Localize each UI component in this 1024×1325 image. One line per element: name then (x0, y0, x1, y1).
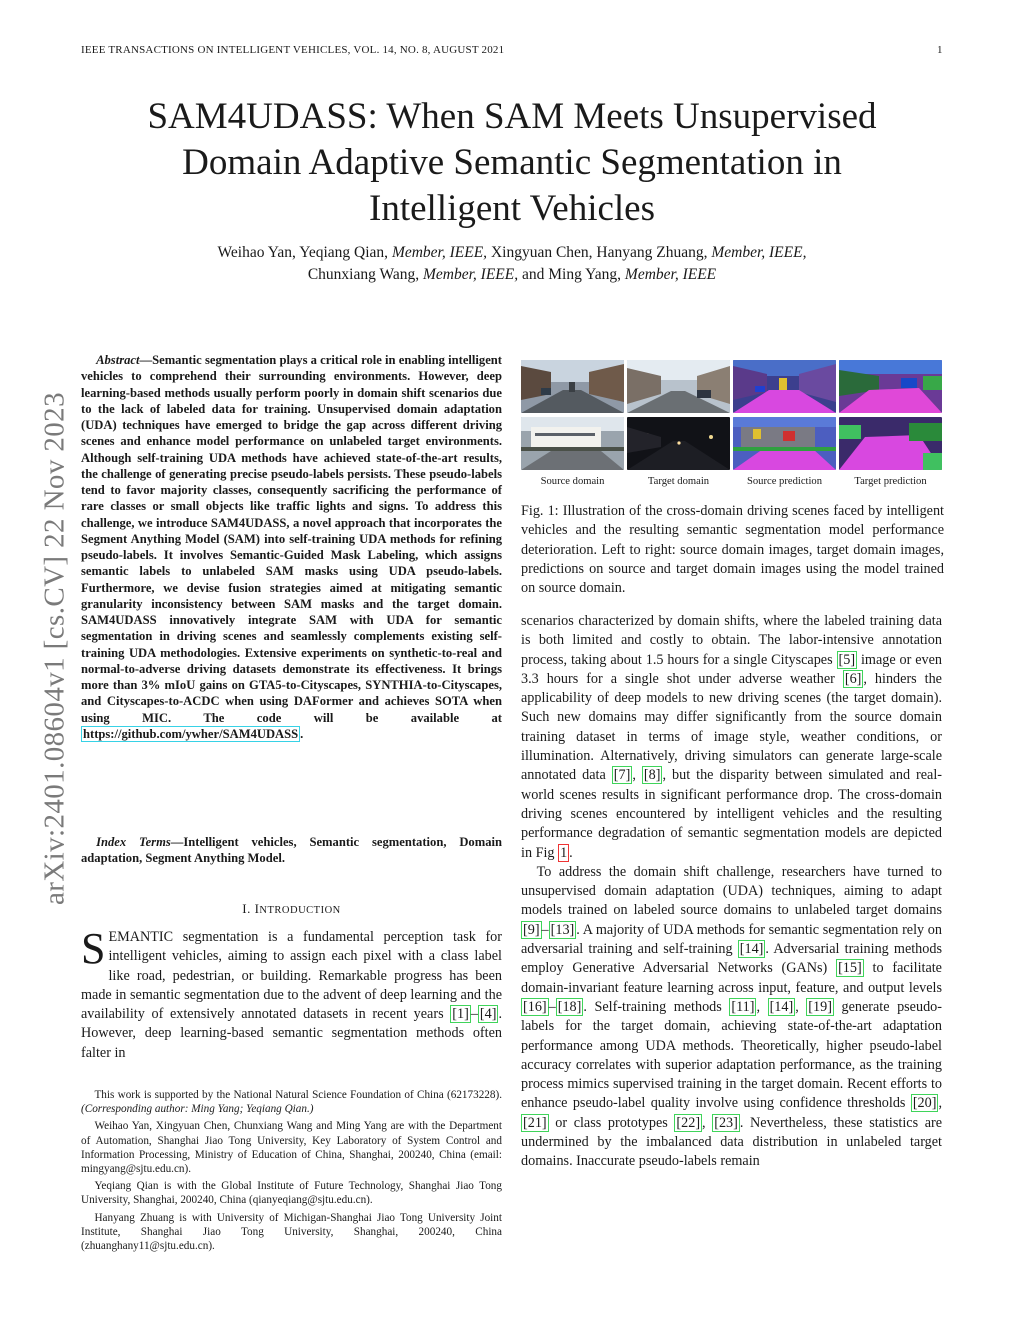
separator: , (702, 1114, 713, 1131)
author-list (80, 242, 944, 286)
body-text-run: or class prototypes (548, 1114, 675, 1131)
figure-caption: Fig. 1: Illustration of the cross-domain driving scenes faced by intelligent vehicles and the resulting semantic segmentation model performance deterioration. Left to right: source domain images, target domain images, predictions on source and target domain images using the model trained on source domain. (521, 503, 944, 597)
body-text-run: image or even 3.3 hours for a single shot under adverse weather (521, 651, 943, 687)
intro-first-word: EMANTIC (108, 929, 174, 945)
body-text-run: to facilitate domain-invariant feature learning across input, feature, and output levels (521, 960, 942, 996)
author-names: Chunxiang Wang, (307, 266, 420, 283)
citation-link[interactable]: [4] (479, 1006, 497, 1023)
author-affiliation: Member, IEEE (624, 266, 717, 283)
section-title-first: I (254, 901, 260, 916)
figure-label: Source domain (540, 476, 605, 487)
body-text-run: . Nevertheless, these statistics are undermined by the imbalanced data distribution in unlabeled target domains. Inaccurate pseudo-labels remain (521, 1114, 943, 1170)
citation-link[interactable]: [13] (550, 921, 575, 938)
author-line (80, 242, 944, 264)
abstract-body: —Semantic segmentation plays a critical role in enabling intelligent vehicles to comprehend their surrounding environments. However, deep learning-based methods usually perform poorly in domain shift scenarios due to the lack of labeled data for training. Unsupervised domain adaptation (UDA) techniques have emerged to bridge the gap across different driving scenes and enhance model performance on unlabeled target environments. Although self-training UDA methods have achieved state-of-the-art results, the challenge of generating precise pseudo-labels persists. These pseudo-labels tend to favor majority classes, consequently sacrificing the performance of rare classes or small objects like traffic lights and signs. To address this challenge, we introduce SAM4UDASS, a novel approach that incorporates the Segment Anything Model (SAM) into self-training UDA methods for refining pseudo-labels. It involves Semantic-Guided Mask Labeling, which assigns semantic labels to unlabeled SAM masks using UDA pseudo-labels. Furthermore, we devise fusion strategies aimed at mitigating semantic granularity inconsistency between SAM masks and the target domain. SAM4UDASS innovatively integrate SAM with UDA for semantic segmentation in driving scenes and seamlessly complements existing self-training UDA methodologies. Extensive experiments on synthetic-to-real and normal-to-adverse driving datasets demonstrate its effectiveness. It brings more than 3% mIoU gains on GTA5-to-Cityscapes, SYNTHIA-to-Cityscapes, and Cityscapes-to-ACDC when using DAFormer and achieves SOTA when using MIC. The code will be available at (81, 353, 502, 725)
separator: , (938, 1095, 942, 1112)
figure-link[interactable]: 1 (560, 844, 568, 861)
running-head: IEEE TRANSACTIONS ON INTELLIGENT VEHICLES, VOL. 14, NO. 8, AUGUST 2021 (81, 44, 505, 56)
citation-link[interactable]: [11] (731, 998, 755, 1015)
intro-text: segmentation is a fundamental perception task for intelligent vehicles, aiming to assign each pixel with a class label like road, pedestrian, or building. Remarkable progress has been made in semantic segmentation due to the advent of deep learning and the availability of extensively annotated datasets in recent years (81, 929, 502, 1023)
abstract (81, 352, 502, 742)
citation-link[interactable]: [8] (643, 767, 661, 784)
source-domain-image (521, 360, 624, 413)
section-heading (81, 901, 502, 917)
index-terms-lead: Index Terms (96, 835, 171, 849)
footnote (81, 1088, 502, 1116)
citation-link[interactable]: [21] (523, 1114, 547, 1131)
body-paragraph (521, 863, 942, 1172)
dropcap: S (81, 924, 106, 973)
abstract-lead: Abstract (96, 353, 140, 367)
citation-link[interactable]: [14] (739, 941, 764, 958)
author-affiliation: Member, IEEE, (391, 244, 488, 261)
body-text-run: scenarios characterized by domain shifts, where the labeled training data is both limited and costly to obtain. The labor-intensive annotation process, taking about 1.5 hours for a single Cityscapes (521, 613, 942, 668)
author-affiliation: Member, IEEE, (711, 244, 807, 261)
section-numeral: I. (242, 901, 251, 916)
footnote: Weihao Yan, Xingyuan Chen, Chunxiang Wang and Ming Yang are with the Department of Automation, Shanghai Jiao Tong University, Key Laboratory of System Control and Information Processing, Ministry of Education of China, Shanghai, 200240, China (email: mingyang@sjtu.edu.cn). (81, 1120, 502, 1176)
body-text-run: generate pseudo-labels for the target domain, achieving state-of-the-art adaptation performance among UDA methods. Theoretically, higher pseudo-label accuracy correlates with superior adaptation performance, as the training process mimics supervised training in the target domain. Recent efforts to enhance pseudo-label quality involve using confidence thresholds (521, 998, 942, 1112)
intro-text-end: . However, deep learning-based semantic segmentation methods often falter in (81, 1006, 502, 1061)
citation-link[interactable]: [7] (613, 767, 631, 784)
footnotes (81, 1088, 502, 1256)
footnote: Hanyang Zhuang is with University of Michigan-Shanghai Jiao Tong University Joint Institute, Shanghai Jiao Tong University, Shanghai, 200240, China (zhuanghany11@sjtu.edu.cn). (81, 1211, 502, 1253)
intro-paragraph (81, 924, 502, 1063)
index-terms-body: —Intelligent vehicles, Semantic segmentation, Domain adaptation, Segment Anything Model. (81, 835, 502, 866)
paper-title (80, 94, 944, 232)
author-affiliation: Member, IEEE, (422, 266, 519, 283)
target-prediction-image (839, 417, 942, 470)
body-text-run: . Adversarial training methods employ Generative Adversarial Networks (GANs) (521, 941, 942, 977)
figure-image-grid (521, 360, 944, 470)
source-prediction-image (733, 417, 836, 470)
abstract-end: . (300, 726, 304, 741)
citation-link[interactable]: [6] (844, 670, 862, 687)
footnote-text: This work is supported by the National Natural Science Foundation of China (62173228). (94, 1089, 502, 1101)
page-number: 1 (937, 44, 943, 56)
citation-link[interactable]: [16] (523, 998, 547, 1015)
citation-link[interactable]: [22] (676, 1114, 701, 1131)
separator: , (632, 767, 642, 784)
section-title-rest: NTRODUCTION (259, 905, 341, 916)
figure-label: Source prediction (746, 476, 822, 487)
figure-labels (521, 476, 944, 487)
body-text-run: . (569, 844, 573, 861)
body-paragraph (521, 612, 942, 863)
citation-link[interactable]: [20] (912, 1095, 937, 1112)
figure-label: Target prediction (854, 476, 927, 487)
body-text-run: , but the disparity between simulated and real-world scenes results in significant performance drop. The cross-domain driving scenes encountered by intelligent vehicles and the resulting performance degradation of semantic segmentation models are depicted in Fig (521, 767, 943, 861)
body-text-run: . A majority of UDA methods for semantic segmentation rely on adversarial training and self-training (521, 921, 942, 958)
title-line: Intelligent Vehicles (369, 188, 655, 229)
target-domain-image (627, 360, 730, 413)
target-prediction-image (839, 360, 942, 413)
citation-link[interactable]: [14] (769, 998, 794, 1015)
citation-link[interactable]: [23] (714, 1114, 738, 1131)
title-line: SAM4UDASS: When SAM Meets Unsupervised (147, 96, 877, 137)
source-domain-image (521, 417, 624, 470)
separator: , (756, 998, 768, 1015)
dash: – (548, 998, 556, 1015)
citation-link[interactable]: [9] (523, 921, 540, 938)
footnote-italic: (Corresponding author: Ming Yang; Yeqiang Qian.) (81, 1103, 314, 1116)
figure-label: Target domain (647, 476, 710, 487)
citation-link[interactable]: [1] (452, 1006, 469, 1023)
arxiv-identifier: arXiv:2401.08604v1 [cs.CV] 22 Nov 2023 (38, 392, 71, 905)
author-names: Weihao Yan, Yeqiang Qian, (217, 244, 389, 261)
author-line (80, 264, 944, 286)
body-text (521, 612, 942, 1172)
dash: – (541, 921, 549, 938)
citation-link[interactable]: [15] (838, 960, 862, 977)
body-text-run: . Self-training methods (583, 998, 730, 1015)
citation-link[interactable]: [19] (808, 998, 832, 1015)
author-names: and Ming Yang, (521, 266, 622, 283)
target-domain-image (627, 417, 730, 470)
citation-link[interactable]: [5] (838, 651, 856, 668)
code-link[interactable]: https://github.com/ywher/SAM4UDASS (83, 726, 299, 741)
citation-link[interactable]: [18] (557, 998, 582, 1015)
title-line: Domain Adaptive Semantic Segmentation in (182, 142, 842, 183)
footnote: Yeqiang Qian is with the Global Institute of Future Technology, Shanghai Jiao Tong University, Shanghai, 200240, China (qianyeqiang@sjtu.edu.cn). (81, 1180, 502, 1207)
figure-1 (521, 360, 944, 598)
separator: , (795, 998, 807, 1015)
dash: – (470, 1006, 478, 1023)
author-names: Xingyuan Chen, Hanyang Zhuang, (490, 244, 708, 261)
body-text-run: To address the domain shift challenge, researchers have turned to unsupervised domain adaptation (UDA) techniques, aiming to adapt models trained on labeled source domains to unlabeled target domains (521, 863, 942, 919)
body-text-run: , hinders the applicability of deep models to new driving scenes (the target domain). Such new domains may differ significantly from the source domain training dataset in terms of image style, weather conditions, or illumination. Alternatively, driving simulators can generate large-scale annotated data (521, 670, 942, 784)
source-prediction-image (733, 360, 836, 413)
index-terms (81, 834, 502, 867)
